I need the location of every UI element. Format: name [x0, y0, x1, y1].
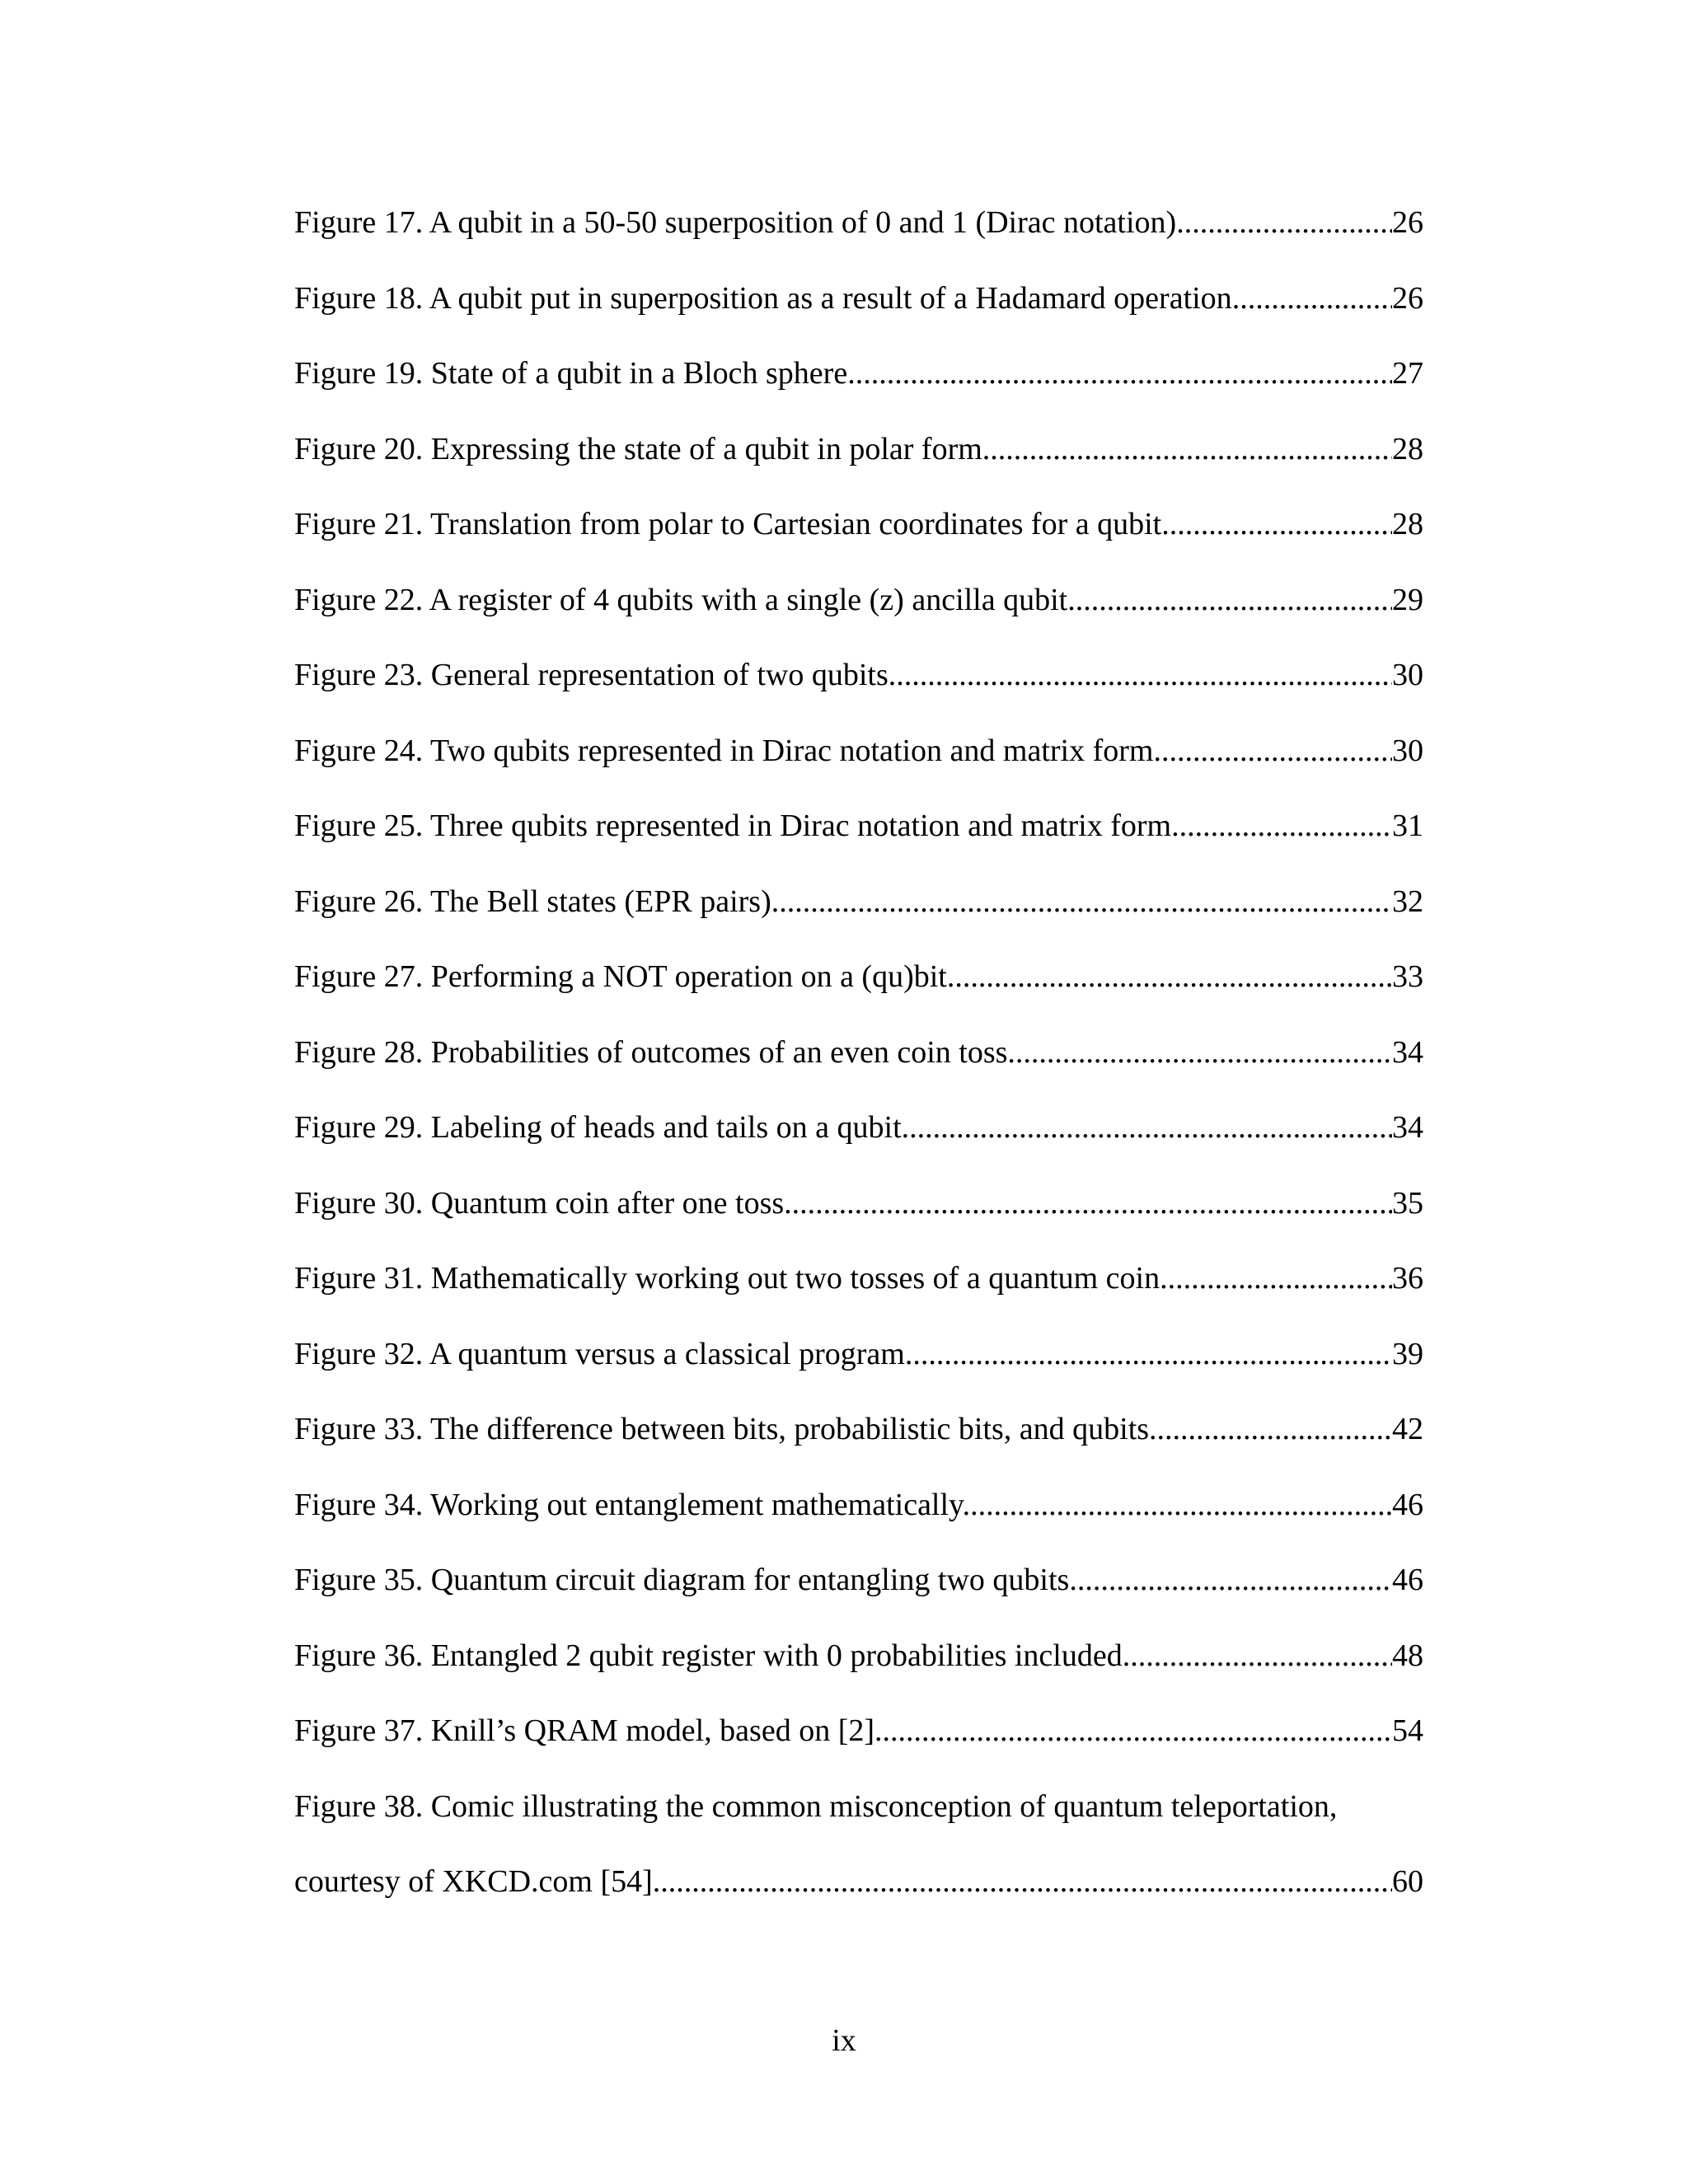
dot-leader [847, 355, 1392, 391]
toc-entry-title: Figure 24. Two qubits represented in Dirac notation and matrix form [294, 733, 1154, 768]
toc-entry-title: Figure 32. A quantum versus a classical program. [294, 1336, 913, 1371]
toc-entry-page: 35 [1392, 1185, 1423, 1221]
toc-entry-title: Figure 17. A qubit in a 50-50 superposition of 0 and 1 (Dirac notation) [294, 205, 1177, 240]
toc-entry-page: 46 [1392, 1563, 1423, 1597]
toc-entry-title-line1: Figure 38. Comic illustrating the common misconception of quantum teleportation, [294, 1788, 1338, 1824]
dot-leader [982, 431, 1392, 467]
dot-leader [909, 1109, 1392, 1146]
toc-entry[interactable] [294, 1260, 1423, 1336]
toc-entry-title-line2: courtesy of XKCD.com [54] [294, 1864, 653, 1899]
toc-entry[interactable] [294, 355, 1423, 431]
toc-entry-title: Figure 19. State of a qubit in a Bloch sphere [294, 356, 848, 391]
toc-entry-page: 46 [1392, 1487, 1423, 1522]
toc-entry-title: Figure 20. Expressing the state of a qubit in polar form [294, 431, 982, 466]
toc-entry-title: Figure 28. Probabilities of outcomes of an even coin toss [294, 1034, 1008, 1070]
toc-entry-wrapped[interactable] [294, 1788, 1423, 1939]
toc-entry[interactable] [294, 280, 1423, 356]
toc-entry[interactable] [294, 958, 1423, 1034]
dot-leader [1176, 204, 1392, 241]
dot-leader [1232, 280, 1392, 316]
toc-entry-page: 34 [1392, 1110, 1423, 1145]
toc-entry[interactable] [294, 1713, 1423, 1788]
toc-entry-title: Figure 23. General representation of two qubits. [294, 658, 897, 692]
toc-entry[interactable] [294, 1109, 1423, 1185]
dot-leader [784, 1185, 1392, 1221]
toc-entry-title: Figure 26. The Bell states (EPR pairs) [294, 883, 771, 919]
toc-entry-title: Figure 30. Quantum coin after one toss [294, 1185, 785, 1221]
toc-entry-page: 34 [1392, 1034, 1423, 1070]
dot-leader [912, 1336, 1392, 1372]
toc-entry[interactable] [294, 431, 1423, 507]
dot-leader [653, 1863, 1392, 1900]
dot-leader [1149, 1411, 1392, 1447]
toc-entry-title: Figure 31. Mathematically working out two tosses of a quantum coin [294, 1261, 1160, 1296]
toc-entry[interactable] [294, 204, 1423, 280]
dot-leader [1153, 733, 1392, 769]
toc-entry[interactable] [294, 1034, 1423, 1110]
toc-entry-title: Figure 18. A qubit put in superposition as a result of a Hadamard operation [294, 280, 1232, 316]
toc-entry-page: 31 [1392, 808, 1423, 843]
toc-entry-page: 33 [1392, 959, 1423, 994]
toc-entry[interactable] [294, 582, 1423, 658]
toc-entry-title: Figure 33. The difference between bits, probabilistic bits, and qubits [294, 1412, 1150, 1446]
toc-entry-page: 39 [1392, 1336, 1423, 1371]
toc-entry-page: 60 [1392, 1864, 1423, 1899]
dot-leader [1123, 1638, 1392, 1674]
toc-entry-title: Figure 37. Knill’s QRAM model, based on [2] [294, 1713, 875, 1748]
toc-entry-title: Figure 34. Working out entanglement mathematically. [294, 1487, 971, 1522]
dot-leader [1067, 582, 1392, 618]
toc-entry[interactable] [294, 883, 1423, 959]
toc-entry[interactable] [294, 1487, 1423, 1563]
toc-entry[interactable] [294, 657, 1423, 733]
toc-entry-title: Figure 36. Entangled 2 qubit register with 0 probabilities included [294, 1638, 1123, 1673]
dot-leader [896, 657, 1392, 693]
toc-entry[interactable] [294, 733, 1423, 808]
toc-entry[interactable] [294, 1411, 1423, 1487]
toc-entry-title: Figure 27. Performing a NOT operation on a (qu)bit [294, 959, 947, 994]
list-of-figures [294, 204, 1423, 1939]
toc-entry-title: Figure 22. A register of 4 qubits with a single (z) ancilla qubit [294, 582, 1068, 617]
dot-leader [970, 1487, 1392, 1523]
toc-entry-page: 54 [1392, 1713, 1423, 1748]
toc-entry-title: Figure 29. Labeling of heads and tails on a qubit. [294, 1110, 910, 1145]
toc-entry-page: 26 [1392, 205, 1423, 240]
toc-entry-page: 30 [1392, 733, 1423, 768]
toc-entry[interactable] [294, 1562, 1423, 1638]
dot-leader [1069, 1562, 1392, 1598]
dot-leader [1161, 506, 1392, 542]
page-number: ix [832, 2023, 856, 2058]
toc-entry[interactable] [294, 808, 1423, 883]
toc-entry-page: 28 [1392, 507, 1423, 541]
toc-entry-page: 27 [1392, 356, 1423, 391]
dot-leader [1171, 808, 1392, 844]
toc-entry-title: Figure 21. Translation from polar to Cartesian coordinates for a qubit [294, 507, 1162, 541]
toc-entry[interactable] [294, 506, 1423, 582]
toc-entry-page: 26 [1392, 280, 1423, 316]
toc-entry-page: 32 [1392, 883, 1423, 919]
dot-leader [947, 958, 1392, 995]
toc-entry[interactable] [294, 1185, 1423, 1261]
toc-entry-page: 30 [1392, 658, 1423, 692]
toc-entry[interactable] [294, 1336, 1423, 1412]
toc-entry-page: 29 [1392, 582, 1423, 617]
toc-entry-page: 48 [1392, 1638, 1423, 1673]
dot-leader [1007, 1034, 1392, 1071]
toc-entry-page: 28 [1392, 431, 1423, 466]
toc-entry-title: Figure 25. Three qubits represented in Dirac notation and matrix form [294, 808, 1172, 843]
toc-entry-page: 36 [1392, 1261, 1423, 1296]
toc-entry-page: 42 [1392, 1412, 1423, 1446]
toc-entry[interactable] [294, 1638, 1423, 1713]
dot-leader [874, 1713, 1392, 1749]
toc-entry-title: Figure 35. Quantum circuit diagram for entangling two qubits [294, 1563, 1070, 1597]
dot-leader [771, 883, 1392, 920]
dot-leader [1160, 1260, 1392, 1296]
